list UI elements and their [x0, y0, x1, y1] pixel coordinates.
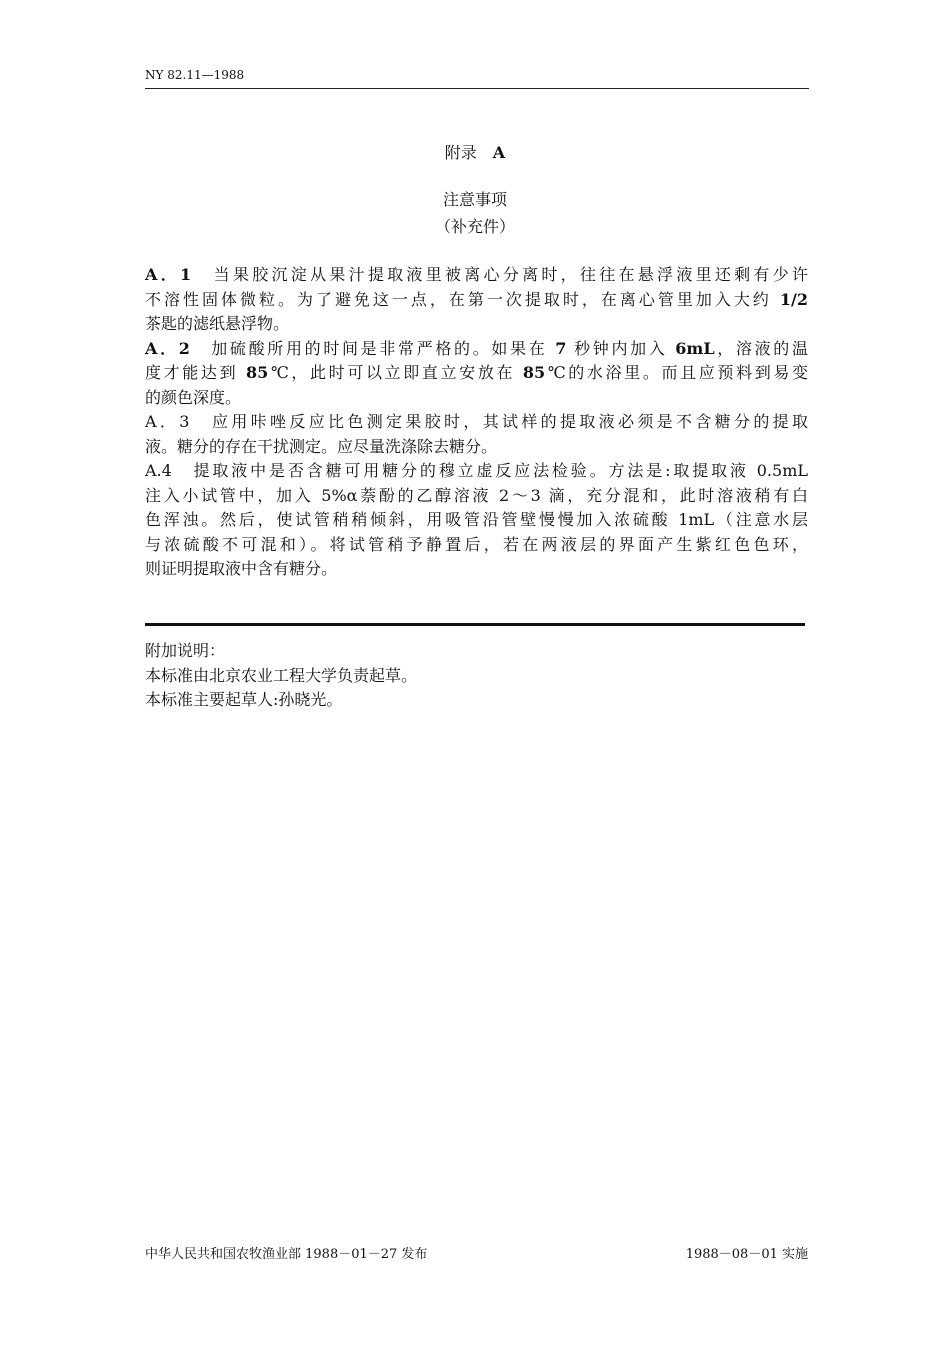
text-line — [145, 508, 808, 533]
appendix-label: 附录 — [444, 143, 477, 162]
text-segment: A.4 提取液中是否含糖可用糖分的穆立虚反应法检验。方法是:取提取液 0.5mL — [145, 461, 808, 480]
clause-A3 — [145, 410, 808, 459]
text-segment: 度才能达到 — [145, 363, 246, 382]
page-title: 注意事项 — [442, 190, 507, 209]
appendix-letter: A — [492, 143, 506, 162]
text-segment: 7 — [555, 338, 567, 358]
text-segment: 85 — [522, 363, 546, 382]
text-segment: 色浑浊。然后，使试管稍稍倾斜，用吸管沿管壁慢慢加入浓硫酸 1mL（注意水层 — [145, 510, 808, 529]
text-line — [145, 557, 808, 582]
text-line — [145, 435, 808, 460]
header-rule — [145, 88, 809, 89]
text-segment: 加硫酸所用的时间是非常严格的。如果在 — [189, 338, 556, 358]
clauses-body — [145, 263, 808, 582]
text-segment: A．2 — [145, 338, 190, 358]
text-line — [145, 263, 808, 288]
clause-A2 — [145, 337, 808, 411]
text-segment: 则证明提取液中含有糖分。 — [145, 559, 338, 578]
text-segment: 液。糖分的存在干扰测定。应尽量洗涤除去糖分。 — [145, 436, 498, 456]
text-segment: A．1 — [145, 265, 192, 284]
page-footer — [145, 1246, 808, 1264]
text-segment: ℃，此时可以立即直立安放在 — [268, 363, 523, 382]
text-segment: 与浓硫酸不可混和）。将试管稍予静置后，若在两液层的界面产生紫红色色环， — [145, 534, 808, 554]
text-segment: ℃的水浴里。而且应预料到易变 — [545, 363, 808, 382]
notes-drafter: 本标准主要起草人:孙晓光。 — [145, 690, 343, 709]
section-divider — [145, 623, 805, 626]
text-line — [145, 361, 808, 386]
text-line — [145, 533, 808, 558]
text-line — [145, 410, 808, 435]
text-line — [145, 459, 808, 484]
text-line — [145, 288, 808, 313]
text-segment: 85 — [245, 363, 269, 382]
text-segment: 茶匙的滤纸悬浮物。 — [145, 314, 290, 333]
additional-notes — [145, 639, 808, 713]
text-line — [145, 312, 808, 337]
text-segment: 当果胶沉淀从果汁提取液里被离心分离时，往往在悬浮液里还剩有少许 — [191, 265, 808, 284]
page-subtitle: （补充件） — [434, 217, 515, 236]
notes-drafting-unit: 本标准由北京农业工程大学负责起草。 — [145, 665, 418, 685]
effective-date: 1988－08－01 实施 — [685, 1247, 808, 1262]
appendix-heading — [0, 142, 950, 164]
clause-A1 — [145, 263, 808, 337]
text-line — [145, 337, 808, 362]
standard-code: NY 82.11—1988 — [145, 68, 245, 82]
text-segment: 不溶性固体微粒。为了避免这一点，在第一次提取时，在离心管里加入大约 — [145, 289, 780, 309]
issue-date: 中华人民共和国农牧渔业部 1988－01－27 发布 — [145, 1247, 428, 1262]
clause-A4 — [145, 459, 808, 582]
text-segment: 注入小试管中，加入 5%α萘酚的乙醇溶液 2～3 滴，充分混和，此时溶液稍有白 — [145, 485, 808, 505]
notes-heading: 附加说明： — [145, 641, 226, 660]
text-segment: 1/2 — [779, 289, 808, 309]
text-segment: 6mL — [675, 338, 715, 358]
text-line — [145, 386, 808, 411]
text-line — [145, 484, 808, 509]
text-segment: 的颜色深度。 — [145, 387, 242, 407]
text-segment: A．3 应用咔唑反应比色测定果胶时，其试样的提取液必须是不含糖分的提取 — [145, 412, 808, 431]
text-segment: 秒钟内加入 — [566, 338, 676, 358]
text-segment: ，溶液的温 — [714, 338, 808, 358]
